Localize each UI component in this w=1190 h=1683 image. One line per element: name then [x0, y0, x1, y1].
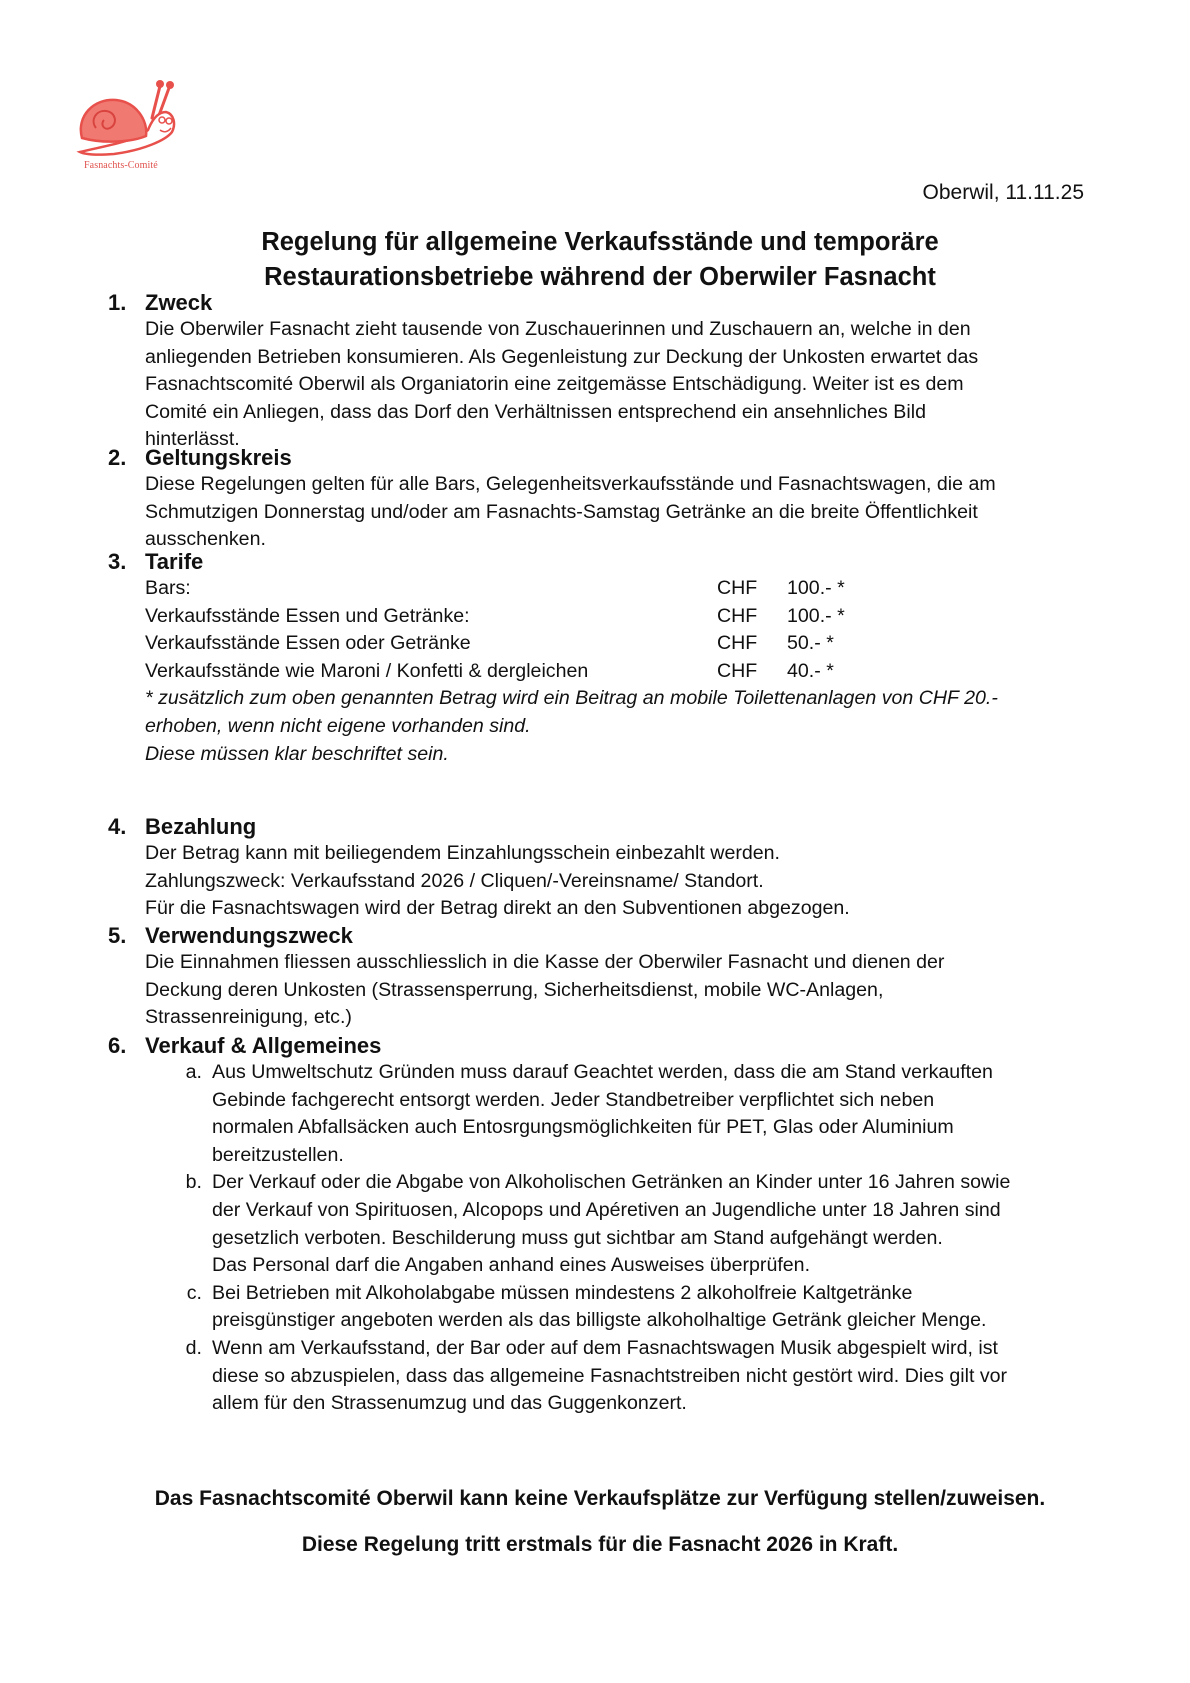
list-item-c [145, 1280, 1128, 1335]
fasnachts-comite-logo [74, 76, 184, 176]
section-heading [108, 922, 1128, 949]
tariff-label: Bars: [145, 577, 191, 599]
section-number: 3. [108, 549, 127, 574]
section-verwendungszweck [108, 922, 1128, 1032]
text-line: Für die Fasnachtswagen wird der Betrag direkt an den Subventionen abgezogen. [145, 897, 850, 920]
tariff-note: Diese müssen klar beschriftet sein. [145, 742, 449, 765]
list-letter: a. [185, 1061, 202, 1083]
text-line: Comité ein Anliegen, dass das Dorf den Verhältnissen entsprechend ein ansehnliches Bild [145, 400, 926, 423]
tariff-amount: 50.- * [787, 632, 834, 655]
list-letter: b. [185, 1171, 202, 1194]
text-line: Fasnachtscomité Oberwil als Organiatorin eine zeitgemässe Entschädigung. Weiter ist es dem [145, 373, 964, 396]
text-line: Die Einnahmen fliessen ausschliesslich in die Kasse der Oberwiler Fasnacht und dienen der [145, 951, 945, 973]
title-line-2: Restaurationsbetriebe während der Oberwiler Fasnacht [264, 263, 936, 291]
logo-caption: Fasnachts-Comité [84, 160, 158, 171]
section-body [108, 471, 1128, 554]
section-zweck [108, 289, 1128, 454]
document-date: Oberwil, 11.11.25 [922, 181, 1084, 204]
text-line: Deckung deren Unkosten (Strassensperrung, Sicherheitsdienst, mobile WC-Anlagen, [145, 978, 884, 1001]
text-line: Die Oberwiler Fasnacht zieht tausende von Zuschauerinnen und Zuschauern an, welche in den [145, 318, 971, 340]
section-number: 4. [108, 814, 127, 839]
tariff-amount: 40.- * [787, 659, 834, 682]
section-body [108, 316, 1128, 454]
text-line: Wenn am Verkaufsstand, der Bar oder auf dem Fasnachtswagen Musik abgespielt wird, ist [212, 1336, 998, 1359]
text-line: anliegenden Betrieben konsumieren. Als Gegenleistung zur Deckung der Unkosten erwartet das [145, 345, 979, 368]
list-letter: c. [186, 1281, 202, 1304]
text-line: Gebinde fachgerecht entsorgt werden. Jeder Standbetreiber verpflichtet sich neben [212, 1088, 935, 1111]
tariff-amount: 100.- * [787, 577, 845, 599]
text-line: Diese Regelungen gelten für alle Bars, Gelegenheitsverkaufsstände und Fasnachtswagen, die am [145, 473, 996, 495]
document-title [0, 225, 1190, 295]
tariff-table [108, 575, 1128, 768]
section-number: 2. [108, 445, 127, 470]
list-item-d [145, 1335, 1128, 1418]
section-heading [108, 1032, 1128, 1059]
section-title: Geltungskreis [145, 445, 292, 470]
text-line: Der Verkauf oder die Abgabe von Alkoholischen Getränken an Kinder unter 16 Jahren sowie [212, 1171, 1011, 1194]
tariff-note: erhoben, wenn nicht eigene vorhanden sind. [145, 714, 531, 737]
section-number: 1. [108, 290, 127, 315]
sub-list [108, 1059, 1128, 1418]
text-line: Bei Betrieben mit Alkoholabgabe müssen mindestens 2 alkoholfreie Kaltgetränke [212, 1281, 913, 1304]
text-line: Schmutzigen Donnerstag und/oder am Fasnachts-Samstag Getränke an die breite Öffentlichkeit [145, 500, 978, 523]
text-line: Aus Umweltschutz Gründen muss darauf Geachtet werden, dass die am Stand verkauften [212, 1061, 993, 1083]
section-geltungskreis [108, 444, 1128, 554]
text-line: Strassenreinigung, etc.) [145, 1006, 352, 1029]
text-line: preisgünstiger angeboten werden als das billigste alkoholhaltige Getränk gleicher Menge. [212, 1309, 987, 1332]
text-line: normalen Abfallsäcken auch Entosrgungsmöglichkeiten für PET, Glas oder Aluminium [212, 1116, 954, 1139]
tariff-amount: 100.- * [787, 604, 845, 627]
section-tarife [108, 548, 1128, 768]
section-heading [108, 289, 1128, 316]
tariff-label: Verkaufsstände wie Maroni / Konfetti & dergleichen [145, 659, 589, 682]
tariff-row [145, 575, 1128, 603]
list-item-a [145, 1059, 1128, 1169]
tariff-note: * zusätzlich zum oben genannten Betrag wird ein Beitrag an mobile Toilettenanlagen von CHF 20.- [145, 687, 998, 710]
section-number: 5. [108, 923, 127, 948]
section-heading [108, 813, 1128, 840]
section-title: Tarife [145, 549, 204, 574]
section-heading [108, 444, 1128, 471]
tariff-currency: CHF [717, 659, 758, 682]
text-line: bereitzustellen. [212, 1143, 344, 1166]
text-line: der Verkauf von Spirituosen, Alcopops und Apéretiven an Jugendliche unter 18 Jahren sind [212, 1198, 1001, 1221]
section-heading [108, 548, 1128, 575]
text-line: Das Personal darf die Angaben anhand eines Ausweises überprüfen. [212, 1254, 811, 1277]
section-body [108, 840, 1128, 923]
section-verkauf-allgemeines [108, 1032, 1128, 1418]
text-line: ausschenken. [145, 528, 266, 551]
text-line: hinterlässt. [145, 428, 240, 451]
tariff-row [145, 658, 1128, 686]
tariff-currency: CHF [717, 577, 758, 599]
footer-notice: Das Fasnachtscomité Oberwil kann keine Verkaufsplätze zur Verfügung stellen/zuweisen. [154, 1487, 1046, 1510]
title-line-1: Regelung für allgemeine Verkaufsstände und temporäre [261, 228, 939, 256]
tariff-row [145, 630, 1128, 658]
footer-effective-date: Diese Regelung tritt erstmals für die Fasnacht 2026 in Kraft. [301, 1533, 899, 1556]
section-title: Verwendungszweck [145, 923, 353, 948]
text-line: diese so abzuspielen, dass das allgemeine Fasnachtstreiben nicht gestört wird. Dies gilt vor [212, 1364, 1008, 1387]
section-title: Bezahlung [145, 814, 257, 839]
tariff-label: Verkaufsstände Essen und Getränke: [145, 604, 470, 627]
tariff-row [145, 603, 1128, 631]
section-title: Verkauf & Allgemeines [145, 1033, 382, 1058]
text-line: Der Betrag kann mit beiliegendem Einzahlungsschein einbezahlt werden. [145, 842, 780, 864]
list-item-b [145, 1169, 1128, 1279]
tariff-currency: CHF [717, 632, 758, 655]
text-line: allem für den Strassenumzug und das Guggenkonzert. [212, 1392, 687, 1415]
section-body [108, 949, 1128, 1032]
section-number: 6. [108, 1033, 127, 1058]
tariff-label: Verkaufsstände Essen oder Getränke [145, 632, 471, 655]
tariff-currency: CHF [717, 604, 758, 627]
list-letter: d. [185, 1336, 202, 1359]
snail-icon [74, 76, 184, 162]
section-bezahlung [108, 813, 1128, 923]
section-title: Zweck [145, 290, 213, 315]
text-line: Zahlungszweck: Verkaufsstand 2026 / Cliquen/-Vereinsname/ Standort. [145, 869, 764, 892]
text-line: gesetzlich verboten. Beschilderung muss gut sichtbar am Stand aufgehängt werden. [212, 1226, 943, 1249]
